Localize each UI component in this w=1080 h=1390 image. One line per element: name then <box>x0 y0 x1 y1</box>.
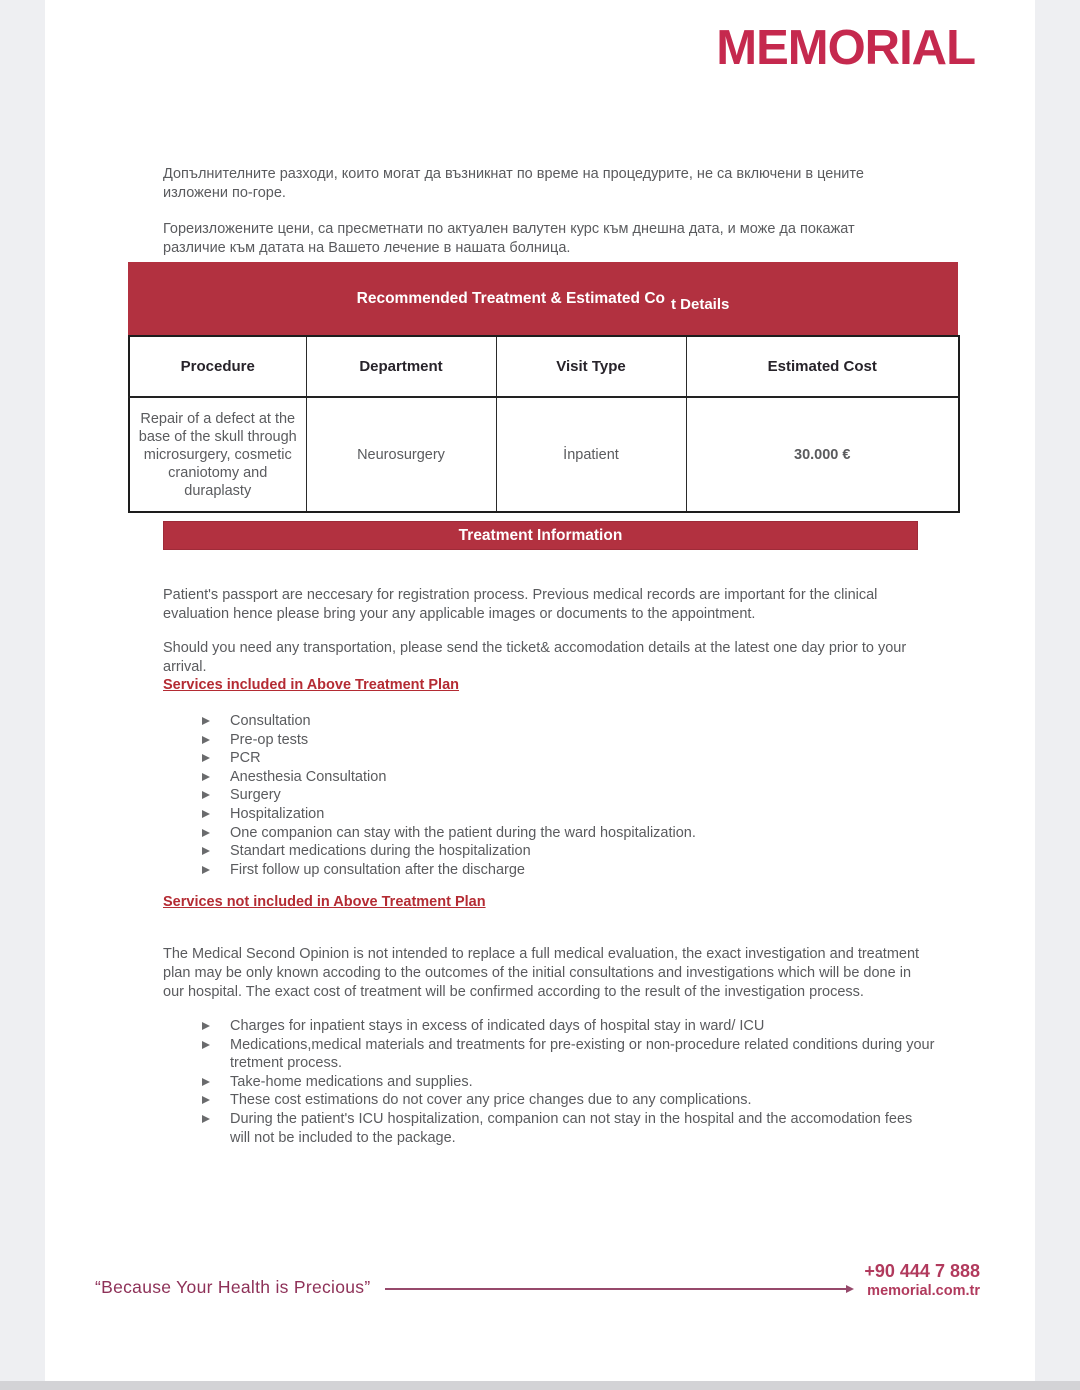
intro-paragraph-bg-2: Гореизложените цени, са пресметнати по актуален валутен курс към днешна дата, и може да покажат различие към датата на Вашето лечение в нашата болница. <box>163 220 855 256</box>
list-item <box>200 824 935 843</box>
cell-estimated-cost: 30.000 € <box>686 397 959 512</box>
arrow-bullet-icon <box>202 1041 210 1049</box>
list-item-label: Anesthesia Consultation <box>230 768 387 785</box>
footer-slogan: “Because Your Health is Precious” <box>95 1277 371 1297</box>
list-item <box>200 842 935 861</box>
list-item <box>200 712 935 731</box>
list-item-label: Charges for inpatient stays in excess of indicated days of hospital stay in ward/ ICU <box>230 1018 765 1034</box>
footer-phone: +90 444 7 888 <box>864 1261 980 1281</box>
services-included-heading: Services included in Above Treatment Plan <box>163 677 460 693</box>
list-item <box>200 749 935 768</box>
list-item <box>200 861 935 880</box>
arrow-bullet-icon <box>202 829 210 837</box>
list-item-label: First follow up consultation after the discharge <box>230 861 525 878</box>
arrow-bullet-icon <box>202 847 210 855</box>
list-item-label: Medications,medical materials and treatments for pre-existing or non-procedure related conditions during your tretment process. <box>230 1036 935 1072</box>
cost-table <box>128 335 960 513</box>
arrow-bullet-icon <box>202 866 210 874</box>
arrow-bullet-icon <box>202 1022 210 1030</box>
treatment-info-paragraph-1: Patient's passport are neccesary for registration process. Previous medical records are important for the clinical evaluation hence please bring your any applicable images or documents to the appointment. <box>163 586 878 622</box>
intro-paragraph-bg-1: Допълнителните разходи, които могат да възникнат по време на процедурите, не са включени в цените изложени по-горе. <box>163 165 864 201</box>
cost-table-title: Recommended Treatment & Estimated Co <box>356 289 665 307</box>
arrow-bullet-icon <box>202 717 210 725</box>
column-header-visit-type: Visit Type <box>496 336 686 397</box>
list-item-label: These cost estimations do not cover any price changes due to any complications. <box>230 1092 752 1109</box>
list-item <box>200 1017 935 1036</box>
list-item <box>200 768 935 787</box>
list-item-label: Consultation <box>230 713 311 729</box>
memorial-logo: MEMORIAL <box>716 21 975 75</box>
list-item-label: Pre-op tests <box>230 731 309 748</box>
list-item-label: During the patient's ICU hospitalization, companion can not stay in the hospital and the accomodation fees will not be included to the package. <box>230 1110 913 1146</box>
cell-procedure: Repair of a defect at the base of the skull through microsurgery, cosmetic craniotomy and duraplasty <box>129 397 306 512</box>
list-item <box>200 1110 935 1147</box>
treatment-information-title: Treatment Information <box>458 526 623 544</box>
arrow-bullet-icon <box>202 754 210 762</box>
list-item-label: Hospitalization <box>230 805 325 822</box>
arrow-bullet-icon <box>202 1078 210 1086</box>
list-item <box>200 1073 935 1092</box>
medical-second-opinion-paragraph: The Medical Second Opinion is not intended to replace a full medical evaluation, the exact investigation and treatment plan may be only known accoding to the outcomes of the initial consultations and investigations which will be done in our hospital. The exact cost of treatment will be confirmed according to the result of the investigation process. <box>163 945 920 1000</box>
column-header-department: Department <box>306 336 496 397</box>
list-item <box>200 805 935 824</box>
table-row <box>129 397 959 512</box>
list-item <box>200 786 935 805</box>
treatment-info-paragraph-2: Should you need any transportation, please send the ticket& accomodation details at the latest one day prior to your arrival. <box>163 639 907 675</box>
services-not-included-heading: Services not included in Above Treatment Plan <box>163 894 486 910</box>
list-item <box>200 1036 935 1073</box>
arrow-bullet-icon <box>202 791 210 799</box>
page-bottom-edge <box>0 1381 1080 1390</box>
cell-visit-type: İnpatient <box>496 397 686 512</box>
arrow-bullet-icon <box>202 1115 210 1123</box>
cell-department: Neurosurgery <box>306 397 496 512</box>
list-item <box>200 731 935 750</box>
list-item-label: One companion can stay with the patient during the ward hospitalization. <box>230 824 696 841</box>
treatment-information-title-band <box>163 521 918 550</box>
list-item-label: PCR <box>230 750 261 767</box>
column-header-procedure: Procedure <box>129 336 306 397</box>
services-included-list <box>200 712 935 879</box>
cost-table-title-overflow: t Details <box>671 296 730 313</box>
arrow-bullet-icon <box>202 773 210 781</box>
cost-table-header-row <box>129 336 959 397</box>
page-margin-left <box>0 0 45 1390</box>
page-margin-right <box>1035 0 1080 1390</box>
arrow-bullet-icon <box>202 810 210 818</box>
list-item-label: Surgery <box>230 787 281 804</box>
arrow-bullet-icon <box>202 1096 210 1104</box>
footer-arrow-line <box>385 1288 847 1290</box>
cost-table-title-band <box>128 262 958 335</box>
column-header-estimated-cost: Estimated Cost <box>686 336 959 397</box>
list-item <box>200 1091 935 1110</box>
list-item-label: Standart medications during the hospitalization <box>230 843 531 860</box>
footer-contact-block <box>864 1261 980 1300</box>
arrow-bullet-icon <box>202 736 210 744</box>
list-item-label: Take-home medications and supplies. <box>230 1073 473 1090</box>
services-not-included-list <box>200 1017 935 1147</box>
footer-website: memorial.com.tr <box>867 1283 980 1299</box>
